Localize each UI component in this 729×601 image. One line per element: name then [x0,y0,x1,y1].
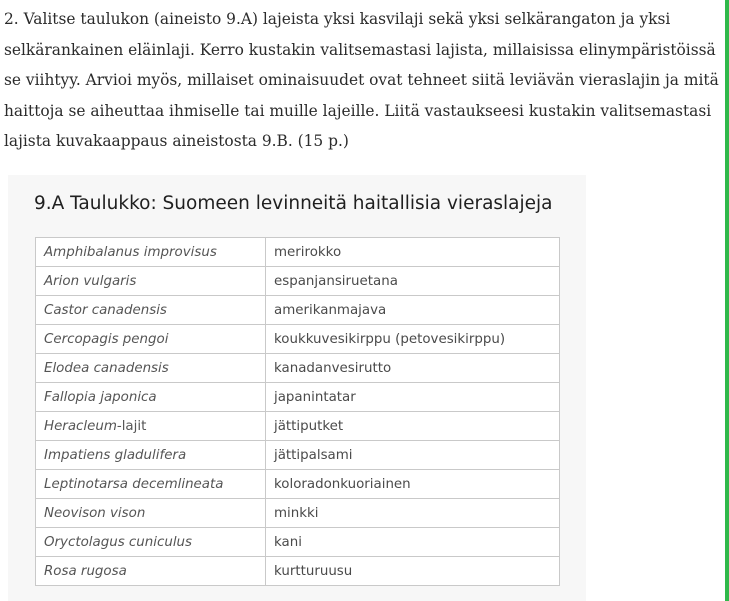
table-row [36,499,560,528]
scientific-name-cell: Oryctolagus cuniculus [36,528,266,557]
finnish-name-cell: espanjansiruetana [266,267,560,296]
finnish-name-cell: kani [266,528,560,557]
table-row [36,528,560,557]
table-row [36,441,560,470]
table-row [36,267,560,296]
finnish-name-cell: jättipalsami [266,441,560,470]
question-line: se viihtyy. Arvioi myös, millaiset ominaisuudet ovat tehneet siitä leviävän vieraslajin ja mitä [4,71,719,89]
scientific-suffix: -lajit [116,418,147,434]
scientific-name-cell: Elodea canadensis [36,354,266,383]
scientific-name-cell: Amphibalanus improvisus [36,238,266,267]
scientific-name-cell: Neovison vison [36,499,266,528]
scientific-name-cell: Cercopagis pengoi [36,325,266,354]
table-row [36,412,560,441]
table-row [36,238,560,267]
question-line: 2. Valitse taulukon (aineisto 9.A) lajeista yksi kasvilaji sekä yksi selkärangaton ja yksi [4,10,671,28]
question-line: haittoja se aiheuttaa ihmiselle tai muille lajeille. Liitä vastaukseesi kustakin valitsemastasi [4,101,712,120]
scientific-name-cell: Leptinotarsa decemlineata [36,470,266,499]
finnish-name-cell: merirokko [266,238,560,267]
table-row [36,470,560,499]
finnish-name-cell: kanadanvesirutto [266,354,560,383]
finnish-name-cell: koukkuvesikirppu (petovesikirppu) [266,325,560,354]
question-line: lajista kuvakaappaus aineistosta 9.B. (15 p.) [4,132,349,150]
question-line: selkärankainen eläinlaji. Kerro kustakin valitsemastasi lajista, millaisissa elinympäristöissä [4,40,716,59]
table-row [36,296,560,325]
finnish-name-cell: jättiputket [266,412,560,441]
table-row [36,383,560,412]
finnish-name-cell: minkki [266,499,560,528]
scientific-name-cell: Impatiens gladulifera [36,441,266,470]
question-text [4,4,719,157]
finnish-name-cell: koloradonkuoriainen [266,470,560,499]
figure-title: 9.A Taulukko: Suomeen levinneitä haitallisia vieraslajeja [34,193,553,214]
scientific-name-cell: Arion vulgaris [36,267,266,296]
green-border-line [725,0,729,601]
scientific-name-cell [36,412,266,441]
scientific-name-cell: Fallopia japonica [36,383,266,412]
scientific-name-cell: Rosa rugosa [36,557,266,586]
scientific-name-cell: Castor canadensis [36,296,266,325]
material-figure [8,175,586,601]
scientific-genus: Heracleum [44,418,117,434]
table-row [36,557,560,586]
finnish-name-cell: amerikanmajava [266,296,560,325]
finnish-name-cell: kurtturuusu [266,557,560,586]
species-table [35,237,560,586]
table-row [36,354,560,383]
finnish-name-cell: japanintatar [266,383,560,412]
table-row [36,325,560,354]
